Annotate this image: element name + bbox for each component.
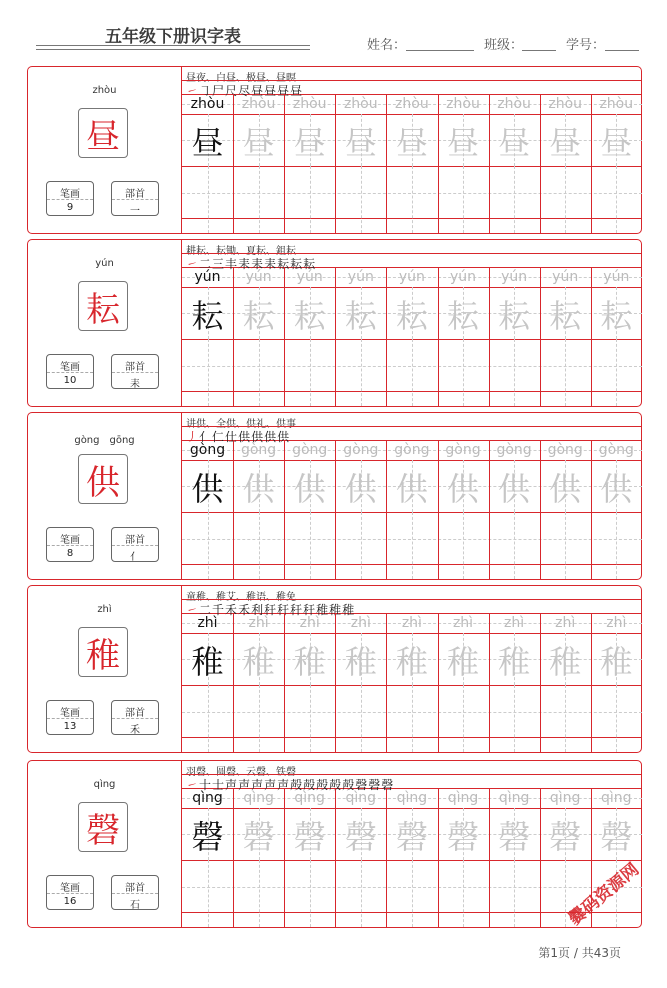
grid-line xyxy=(310,166,311,233)
stroke-step: 耒 xyxy=(238,257,252,271)
stroke-step: 十 xyxy=(199,778,213,792)
practice-pinyin: qìng xyxy=(396,790,428,806)
practice-pinyin: zhì xyxy=(401,615,422,631)
grid-line xyxy=(514,512,515,579)
practice-pinyin: zhòu xyxy=(241,96,276,112)
title-underline xyxy=(36,49,310,50)
practice-pinyin: gòng xyxy=(292,442,328,458)
character-card xyxy=(27,412,642,580)
stroke-step: 磬 xyxy=(368,778,382,792)
stroke-step: ㇀ xyxy=(186,603,200,617)
grid-line xyxy=(565,166,566,233)
practice-pinyin: gòng xyxy=(598,442,634,458)
card-character: 昼 xyxy=(78,108,128,158)
practice-pinyin: yún xyxy=(194,269,221,285)
radical-label: 部首 xyxy=(125,535,145,546)
practice-character: 稚 xyxy=(344,643,377,681)
practice-pinyin: zhì xyxy=(452,615,474,631)
practice-pinyin: qìng xyxy=(294,790,325,806)
grid-line xyxy=(463,339,464,406)
divider xyxy=(112,893,158,894)
stroke-step: 声 xyxy=(264,778,278,792)
id-label: 学号： xyxy=(566,38,606,53)
grid-line xyxy=(361,339,362,406)
card-summary xyxy=(28,586,181,752)
stroke-step: 声 xyxy=(225,778,239,792)
stroke-step: 耒 xyxy=(251,257,265,271)
grid-line xyxy=(412,512,413,579)
practice-pinyin: gòng xyxy=(547,442,583,458)
stroke-step: ㇀ xyxy=(186,84,200,98)
stroke-step: 亻 xyxy=(199,430,213,444)
stroke-step: 供 xyxy=(264,430,278,444)
divider xyxy=(47,718,93,719)
practice-pinyin: yún xyxy=(603,269,630,285)
grid-line xyxy=(259,860,260,927)
stroke-step: 禾 xyxy=(225,603,239,617)
class-field[interactable] xyxy=(522,50,556,51)
grid-line xyxy=(208,166,209,233)
stroke-step: 殸 xyxy=(329,778,343,792)
practice-pinyin: zhì xyxy=(197,615,218,631)
grid-line xyxy=(259,339,260,406)
stroke-step: 仕 xyxy=(225,430,239,444)
radical-box xyxy=(111,181,159,216)
stroke-step: 供 xyxy=(238,430,252,444)
grid-line xyxy=(412,166,413,233)
practice-character: 供 xyxy=(395,470,428,508)
stroke-step: 丰 xyxy=(225,257,239,271)
practice-character: 昼 xyxy=(344,124,377,162)
practice-pinyin: gòng xyxy=(394,442,430,458)
card-pinyin: gòng gōng xyxy=(74,435,135,446)
card-character: 稚 xyxy=(78,627,128,677)
practice-pinyin: zhòu xyxy=(190,96,225,112)
radical-box xyxy=(111,875,159,910)
divider xyxy=(47,199,93,200)
stroke-step: 稚 xyxy=(342,603,356,617)
grid-line xyxy=(514,166,515,233)
example-words: 昼夜、白昼、极昼、昼暝 xyxy=(186,73,296,84)
grid-line xyxy=(616,339,617,406)
card-pinyin: qìng xyxy=(93,779,116,790)
grid-line xyxy=(361,685,362,752)
radical-value: 耒 xyxy=(130,379,140,390)
card-summary xyxy=(28,761,181,927)
title-underline xyxy=(36,45,310,46)
practice-character: 供 xyxy=(242,470,275,508)
practice-pinyin: gòng xyxy=(240,442,277,458)
grid-line xyxy=(565,860,566,927)
stroke-step: 稚 xyxy=(329,603,343,617)
stroke-count-box xyxy=(46,181,94,216)
practice-character: 稚 xyxy=(498,643,531,681)
grid-line xyxy=(208,685,209,752)
practice-pinyin: gòng xyxy=(496,442,532,458)
stroke-step: 磬 xyxy=(381,778,395,792)
stroke-step: 昼 xyxy=(277,84,291,98)
practice-pinyin: qìng xyxy=(243,790,274,806)
grid-line xyxy=(565,339,566,406)
grid-line xyxy=(182,253,642,254)
radical-value: 亻 xyxy=(130,552,140,563)
stroke-step: ㇆ xyxy=(199,84,213,98)
character-card xyxy=(27,66,642,234)
grid-line xyxy=(361,512,362,579)
practice-pinyin: qìng xyxy=(549,790,581,806)
stroke-step: 声 xyxy=(238,778,252,792)
practice-character: 昼 xyxy=(446,124,479,162)
stroke-count-value: 8 xyxy=(66,548,74,559)
stroke-step: 殸 xyxy=(290,778,304,792)
grid-line xyxy=(182,426,642,427)
practice-character: 磬 xyxy=(344,818,377,856)
stroke-step: 二 xyxy=(199,603,213,617)
stroke-step: 二 xyxy=(199,257,213,271)
practice-character: 耘 xyxy=(293,297,326,335)
stroke-step: 尸 xyxy=(212,84,226,98)
practice-character: 供 xyxy=(600,470,633,508)
practice-pinyin: zhì xyxy=(350,615,371,631)
practice-pinyin: yún xyxy=(552,269,579,285)
practice-character: 磬 xyxy=(498,818,531,856)
practice-grid xyxy=(181,413,642,579)
radical-box xyxy=(111,700,159,735)
stroke-count-value: 16 xyxy=(63,896,77,907)
divider xyxy=(47,893,93,894)
stroke-step: 秆 xyxy=(303,603,317,617)
grid-line xyxy=(514,860,515,927)
stroke-step: 秆 xyxy=(290,603,304,617)
radical-box xyxy=(111,354,159,389)
grid-line xyxy=(412,860,413,927)
stroke-count-value: 9 xyxy=(66,202,74,213)
stroke-count-value: 13 xyxy=(63,721,77,732)
divider xyxy=(112,545,158,546)
stroke-step: 殸 xyxy=(316,778,330,792)
watermark: 爨码资源网 xyxy=(565,859,644,930)
practice-character: 昼 xyxy=(395,124,428,162)
practice-grid xyxy=(181,67,642,233)
practice-pinyin: gòng xyxy=(189,442,226,458)
stroke-count-label: 笔画 xyxy=(60,883,80,894)
example-words: 耕耘、耘锄、夏耘、鉏耘 xyxy=(186,246,296,257)
practice-columns xyxy=(182,267,642,406)
grid-line xyxy=(514,685,515,752)
stroke-step: 耘 xyxy=(303,257,317,271)
grid-line xyxy=(412,685,413,752)
practice-pinyin: qìng xyxy=(601,790,632,806)
card-pinyin: zhòu xyxy=(92,85,117,96)
divider xyxy=(112,372,158,373)
practice-character: 供 xyxy=(344,470,377,508)
grid-line xyxy=(182,774,642,775)
stroke-step: 禾 xyxy=(238,603,252,617)
stroke-step: 尺 xyxy=(225,84,239,98)
practice-pinyin: zhì xyxy=(299,615,320,631)
practice-pinyin: zhì xyxy=(606,615,627,631)
practice-character: 磬 xyxy=(395,818,428,856)
grid-line xyxy=(412,339,413,406)
radical-value: 石 xyxy=(130,900,140,911)
stroke-step: ㇀ xyxy=(186,257,200,271)
divider xyxy=(112,718,158,719)
practice-pinyin: yún xyxy=(245,269,272,285)
practice-pinyin: yún xyxy=(449,269,477,285)
practice-pinyin: zhòu xyxy=(395,96,429,112)
practice-character: 稚 xyxy=(242,643,275,681)
grid-line xyxy=(182,80,642,81)
practice-character: 稚 xyxy=(549,643,582,681)
stroke-step: 昼 xyxy=(251,84,265,98)
practice-pinyin: qìng xyxy=(345,790,377,806)
grid-line xyxy=(565,512,566,579)
practice-character: 耘 xyxy=(446,297,479,335)
grid-line xyxy=(310,685,311,752)
radical-box xyxy=(111,527,159,562)
practice-character: 耘 xyxy=(549,297,582,335)
grid-line xyxy=(514,339,515,406)
stroke-step: 稚 xyxy=(316,603,330,617)
page-title: 五年级下册识字表 xyxy=(105,27,241,47)
practice-character: 磬 xyxy=(293,818,326,856)
radical-value: 禾 xyxy=(130,725,140,736)
name-field[interactable] xyxy=(406,50,474,51)
stroke-step: 昼 xyxy=(264,84,278,98)
grid-line xyxy=(463,685,464,752)
practice-character: 磬 xyxy=(446,818,479,856)
card-pinyin: yún xyxy=(95,258,114,269)
grid-line xyxy=(208,512,209,579)
example-words: 羽磬、圆磬、云磬、铁磬 xyxy=(186,767,296,778)
card-summary xyxy=(28,67,181,233)
practice-character: 昼 xyxy=(549,124,582,162)
grid-line xyxy=(310,860,311,927)
id-field[interactable] xyxy=(605,50,639,51)
practice-character: 稚 xyxy=(600,643,633,681)
stroke-step: 三 xyxy=(212,257,226,271)
practice-pinyin: zhì xyxy=(504,615,525,631)
grid-line xyxy=(616,166,617,233)
stroke-step: 磬 xyxy=(355,778,369,792)
name-label: 姓名： xyxy=(367,38,407,53)
practice-character: 供 xyxy=(549,470,582,508)
grid-line xyxy=(463,860,464,927)
stroke-count-label: 笔画 xyxy=(60,189,80,200)
practice-character: 稚 xyxy=(293,643,326,681)
practice-character: 昼 xyxy=(498,124,531,162)
grid-line xyxy=(182,599,642,600)
practice-pinyin: zhòu xyxy=(548,96,583,112)
card-summary xyxy=(28,240,181,406)
class-label: 班级： xyxy=(484,38,524,53)
grid-line xyxy=(361,166,362,233)
practice-pinyin: yún xyxy=(398,269,425,285)
grid-line xyxy=(463,512,464,579)
practice-pinyin: qìng xyxy=(447,790,479,806)
grid-line xyxy=(616,512,617,579)
character-card xyxy=(27,239,642,407)
practice-character: 稚 xyxy=(446,643,479,681)
practice-character: 供 xyxy=(191,470,224,508)
character-card xyxy=(27,760,642,928)
practice-pinyin: yún xyxy=(296,269,323,285)
divider xyxy=(47,372,93,373)
practice-pinyin: zhòu xyxy=(599,96,634,112)
page-footer: 第1页 / 共43页 xyxy=(538,946,621,960)
practice-character: 耘 xyxy=(395,297,428,335)
stroke-step: 耘 xyxy=(277,257,291,271)
example-words: 讲供、全供、供礼、供事 xyxy=(186,419,296,430)
divider xyxy=(112,199,158,200)
grid-line xyxy=(259,685,260,752)
stroke-step: 仁 xyxy=(212,430,226,444)
stroke-step: 利 xyxy=(251,603,265,617)
stroke-step: 秆 xyxy=(277,603,291,617)
practice-pinyin: qìng xyxy=(498,790,530,806)
radical-value: 一 xyxy=(130,206,140,217)
stroke-step: 殸 xyxy=(303,778,317,792)
practice-character: 昼 xyxy=(191,124,224,162)
radical-label: 部首 xyxy=(125,708,145,719)
practice-columns xyxy=(182,94,642,233)
radical-label: 部首 xyxy=(125,883,145,894)
stroke-count-box xyxy=(46,527,94,562)
practice-character: 稚 xyxy=(191,643,224,681)
stroke-step: 殸 xyxy=(342,778,356,792)
practice-character: 供 xyxy=(498,470,531,508)
practice-character: 昼 xyxy=(293,124,326,162)
stroke-count-label: 笔画 xyxy=(60,708,80,719)
stroke-count-box xyxy=(46,700,94,735)
card-character: 供 xyxy=(78,454,128,504)
stroke-count-label: 笔画 xyxy=(60,362,80,373)
stroke-count-box xyxy=(46,875,94,910)
practice-character: 稚 xyxy=(395,643,428,681)
practice-pinyin: zhì xyxy=(555,615,576,631)
character-card xyxy=(27,585,642,753)
stroke-step: 耘 xyxy=(290,257,304,271)
practice-character: 耘 xyxy=(498,297,531,335)
practice-pinyin: zhòu xyxy=(343,96,378,112)
stroke-step: 供 xyxy=(251,430,265,444)
stroke-step: 尽 xyxy=(238,84,252,98)
card-pinyin: zhì xyxy=(97,604,112,615)
practice-pinyin: zhòu xyxy=(292,96,327,112)
grid-line xyxy=(616,685,617,752)
stroke-step: 秆 xyxy=(264,603,278,617)
card-character: 磬 xyxy=(78,802,128,852)
grid-line xyxy=(310,339,311,406)
practice-pinyin: yún xyxy=(347,269,374,285)
grid-line xyxy=(208,339,209,406)
practice-character: 昼 xyxy=(242,124,275,162)
practice-character: 耘 xyxy=(600,297,633,335)
practice-grid xyxy=(181,240,642,406)
practice-character: 磬 xyxy=(600,818,633,856)
stroke-step: 供 xyxy=(277,430,291,444)
grid-line xyxy=(259,166,260,233)
practice-character: 磬 xyxy=(242,818,275,856)
practice-pinyin: zhì xyxy=(248,615,269,631)
divider xyxy=(47,545,93,546)
example-words: 童稚、稚艾、稚语、稚免 xyxy=(186,592,296,603)
grid-line xyxy=(259,512,260,579)
practice-character: 昼 xyxy=(600,124,633,162)
grid-line xyxy=(463,166,464,233)
radical-label: 部首 xyxy=(125,189,145,200)
practice-character: 磬 xyxy=(191,818,224,856)
stroke-count-label: 笔画 xyxy=(60,535,80,546)
radical-label: 部首 xyxy=(125,362,145,373)
stroke-step: 丿 xyxy=(186,430,200,444)
practice-columns xyxy=(182,613,642,752)
practice-character: 磬 xyxy=(549,818,582,856)
stroke-count-value: 10 xyxy=(63,375,77,386)
practice-pinyin: qìng xyxy=(192,790,223,806)
practice-pinyin: zhòu xyxy=(446,96,480,112)
stroke-step: 声 xyxy=(277,778,291,792)
practice-pinyin: yún xyxy=(501,269,528,285)
practice-character: 耘 xyxy=(242,297,275,335)
stroke-step: 声 xyxy=(251,778,265,792)
practice-character: 耘 xyxy=(191,297,224,335)
grid-line xyxy=(361,860,362,927)
grid-line xyxy=(565,685,566,752)
card-summary xyxy=(28,413,181,579)
practice-pinyin: gòng xyxy=(343,442,379,458)
practice-character: 耘 xyxy=(344,297,377,335)
stroke-count-box xyxy=(46,354,94,389)
practice-grid xyxy=(181,586,642,752)
practice-pinyin: gòng xyxy=(445,442,481,458)
grid-line xyxy=(310,512,311,579)
practice-character: 供 xyxy=(293,470,326,508)
grid-line xyxy=(208,860,209,927)
practice-columns xyxy=(182,440,642,579)
stroke-step: 昼 xyxy=(290,84,304,98)
stroke-step: 耒 xyxy=(264,257,278,271)
stroke-step: ㇀ xyxy=(186,778,200,792)
stroke-step: 士 xyxy=(212,778,226,792)
practice-character: 供 xyxy=(446,470,479,508)
stroke-step: 千 xyxy=(212,603,226,617)
card-character: 耘 xyxy=(78,281,128,331)
practice-pinyin: zhòu xyxy=(497,96,531,112)
